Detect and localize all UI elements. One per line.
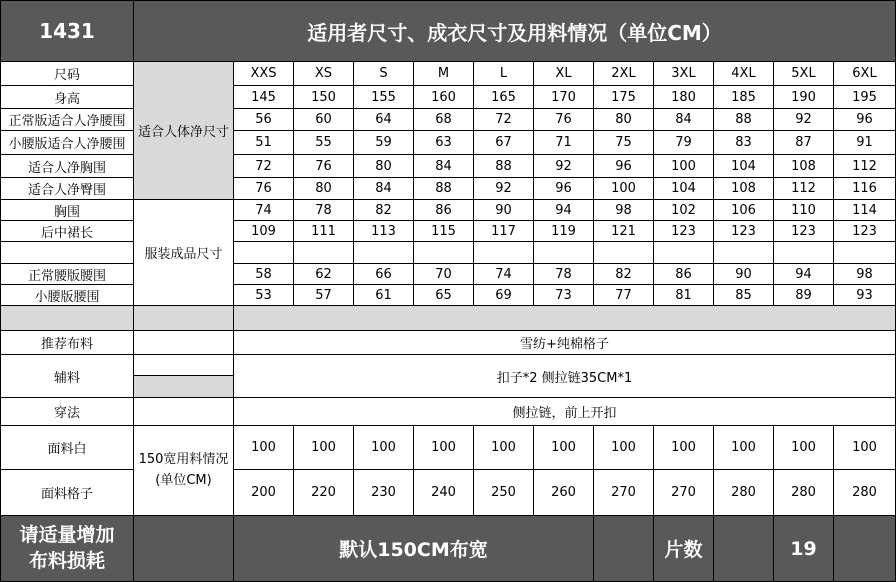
body-value-cell: 88 (474, 155, 534, 178)
body-value-cell: 112 (834, 155, 896, 178)
garment-value-cell (474, 242, 534, 264)
body-value-cell: 68 (414, 109, 474, 131)
garment-value-cell: 85 (714, 285, 774, 306)
body-value-cell: 51 (234, 131, 294, 155)
body-value-cell: 80 (594, 109, 654, 131)
garment-value-cell: 123 (714, 221, 774, 242)
usage-value-cell: 200 (234, 470, 294, 516)
garment-value-cell: 123 (654, 221, 714, 242)
body-value-cell: 88 (714, 109, 774, 131)
garment-value-cell: 111 (294, 221, 354, 242)
garment-value-cell (354, 242, 414, 264)
body-value-cell: 175 (594, 86, 654, 109)
size-header-cell: 2XL (594, 62, 654, 86)
garment-value-cell: 113 (354, 221, 414, 242)
pieces-label: 片数 (654, 516, 714, 582)
body-value-cell: 91 (834, 131, 896, 155)
body-row-label: 适合人净臀围 (0, 178, 134, 200)
garment-value-cell: 109 (234, 221, 294, 242)
accessory-sub-cell (134, 355, 234, 376)
body-value-cell: 79 (654, 131, 714, 155)
usage-value-cell: 270 (594, 470, 654, 516)
garment-value-cell: 62 (294, 264, 354, 285)
size-header-cell: XXS (234, 62, 294, 86)
size-header-cell: 6XL (834, 62, 896, 86)
usage-value-cell: 280 (714, 470, 774, 516)
body-value-cell: 55 (294, 131, 354, 155)
garment-value-cell: 74 (474, 264, 534, 285)
garment-value-cell: 89 (774, 285, 834, 306)
garment-value-cell: 106 (714, 200, 774, 221)
garment-value-cell: 114 (834, 200, 896, 221)
garment-value-cell: 119 (534, 221, 594, 242)
body-value-cell: 92 (774, 109, 834, 131)
garment-value-cell: 78 (534, 264, 594, 285)
garment-value-cell: 123 (774, 221, 834, 242)
wearing-label: 穿法 (0, 398, 134, 426)
size-header-cell: XL (534, 62, 594, 86)
spacer-cell (234, 306, 896, 331)
body-value-cell: 185 (714, 86, 774, 109)
garment-row-label: 胸围 (0, 200, 134, 221)
fabric-width-note: 默认150CM布宽 (234, 516, 594, 582)
garment-value-cell: 90 (474, 200, 534, 221)
garment-value-cell: 98 (594, 200, 654, 221)
style-number: 1431 (0, 0, 134, 62)
garment-value-cell: 94 (774, 264, 834, 285)
garment-value-cell: 115 (414, 221, 474, 242)
body-value-cell: 84 (654, 109, 714, 131)
footer-spacer (134, 516, 234, 582)
usage-value-cell: 100 (534, 426, 594, 470)
body-value-cell: 84 (414, 155, 474, 178)
garment-value-cell (594, 242, 654, 264)
garment-value-cell: 82 (594, 264, 654, 285)
body-row-label: 适合人净胸围 (0, 155, 134, 178)
usage-value-cell: 100 (774, 426, 834, 470)
size-header-cell: 3XL (654, 62, 714, 86)
body-value-cell: 63 (414, 131, 474, 155)
usage-value-cell: 100 (474, 426, 534, 470)
garment-value-cell: 93 (834, 285, 896, 306)
body-value-cell: 59 (354, 131, 414, 155)
body-value-cell: 92 (534, 155, 594, 178)
usage-value-cell: 100 (234, 426, 294, 470)
usage-group-label: 150宽用料情况(单位CM) (134, 426, 234, 516)
wearing-sub-cell (134, 398, 234, 426)
sheet-title: 适用者尺寸、成衣尺寸及用料情况（单位CM） (134, 0, 896, 62)
body-value-cell: 195 (834, 86, 896, 109)
garment-value-cell: 94 (534, 200, 594, 221)
body-value-cell: 96 (534, 178, 594, 200)
usage-value-cell: 100 (414, 426, 474, 470)
garment-row-label: 正常腰版腰围 (0, 264, 134, 285)
garment-value-cell: 73 (534, 285, 594, 306)
body-value-cell: 80 (354, 155, 414, 178)
usage-value-cell: 250 (474, 470, 534, 516)
usage-value-cell: 100 (714, 426, 774, 470)
body-value-cell: 116 (834, 178, 896, 200)
body-value-cell: 92 (474, 178, 534, 200)
usage-value-cell: 280 (834, 470, 896, 516)
garment-value-cell (834, 242, 896, 264)
body-value-cell: 84 (354, 178, 414, 200)
body-row-label: 小腰版适合人净腰围 (0, 131, 134, 155)
body-value-cell: 60 (294, 109, 354, 131)
garment-row-label: 小腰版腰围 (0, 285, 134, 306)
accessory-label: 辅料 (0, 355, 134, 398)
garment-value-cell: 65 (414, 285, 474, 306)
garment-value-cell: 61 (354, 285, 414, 306)
body-value-cell: 145 (234, 86, 294, 109)
body-value-cell: 150 (294, 86, 354, 109)
body-value-cell: 170 (534, 86, 594, 109)
body-value-cell: 71 (534, 131, 594, 155)
body-value-cell: 155 (354, 86, 414, 109)
body-value-cell: 100 (654, 155, 714, 178)
body-value-cell: 67 (474, 131, 534, 155)
pieces-value: 19 (774, 516, 834, 582)
garment-value-cell: 110 (774, 200, 834, 221)
accessory-value: 扣子*2 侧拉链35CM*1 (234, 355, 896, 398)
body-value-cell: 76 (534, 109, 594, 131)
size-header-cell: L (474, 62, 534, 86)
garment-value-cell: 57 (294, 285, 354, 306)
body-value-cell: 104 (714, 155, 774, 178)
body-value-cell: 76 (294, 155, 354, 178)
garment-value-cell: 69 (474, 285, 534, 306)
body-value-cell: 108 (774, 155, 834, 178)
garment-value-cell: 53 (234, 285, 294, 306)
usage-row-label: 面料白 (0, 426, 134, 470)
body-value-cell: 72 (234, 155, 294, 178)
usage-row-label: 面料格子 (0, 470, 134, 516)
wearing-value: 侧拉链，前上开扣 (234, 398, 896, 426)
accessory-sub-cell (134, 376, 234, 398)
usage-value-cell: 100 (834, 426, 896, 470)
body-value-cell: 112 (774, 178, 834, 200)
garment-value-cell: 86 (414, 200, 474, 221)
footer-spacer (714, 516, 774, 582)
body-value-cell: 180 (654, 86, 714, 109)
body-value-cell: 88 (414, 178, 474, 200)
usage-value-cell: 100 (654, 426, 714, 470)
body-value-cell: 87 (774, 131, 834, 155)
size-header-cell: 4XL (714, 62, 774, 86)
size-header-cell: M (414, 62, 474, 86)
garment-value-cell: 74 (234, 200, 294, 221)
usage-value-cell: 220 (294, 470, 354, 516)
garment-value-cell: 66 (354, 264, 414, 285)
body-value-cell: 56 (234, 109, 294, 131)
usage-value-cell: 100 (594, 426, 654, 470)
footer-spacer (834, 516, 896, 582)
body-value-cell: 108 (714, 178, 774, 200)
body-row-label: 身高 (0, 86, 134, 109)
body-group-label: 适合人体净尺寸 (134, 62, 234, 200)
footer-spacer (594, 516, 654, 582)
garment-value-cell (294, 242, 354, 264)
garment-value-cell: 117 (474, 221, 534, 242)
usage-value-cell: 240 (414, 470, 474, 516)
fabric-value: 雪纺+纯棉格子 (234, 331, 896, 355)
usage-value-cell: 100 (294, 426, 354, 470)
size-header-cell: XS (294, 62, 354, 86)
body-value-cell: 100 (594, 178, 654, 200)
body-row-label: 正常版适合人净腰围 (0, 109, 134, 131)
garment-value-cell (414, 242, 474, 264)
garment-value-cell: 121 (594, 221, 654, 242)
body-value-cell: 165 (474, 86, 534, 109)
body-value-cell: 96 (594, 155, 654, 178)
usage-value-cell: 270 (654, 470, 714, 516)
garment-value-cell: 102 (654, 200, 714, 221)
garment-value-cell (774, 242, 834, 264)
usage-value-cell: 280 (774, 470, 834, 516)
fabric-label: 推荐布料 (0, 331, 134, 355)
garment-row-label (0, 242, 134, 264)
size-header-cell: S (354, 62, 414, 86)
garment-value-cell: 90 (714, 264, 774, 285)
garment-value-cell: 82 (354, 200, 414, 221)
garment-value-cell: 77 (594, 285, 654, 306)
garment-value-cell (534, 242, 594, 264)
spacer-cell (134, 306, 234, 331)
usage-value-cell: 260 (534, 470, 594, 516)
body-value-cell: 160 (414, 86, 474, 109)
fabric-sub-cell (134, 331, 234, 355)
garment-value-cell: 81 (654, 285, 714, 306)
garment-value-cell: 70 (414, 264, 474, 285)
garment-value-cell: 58 (234, 264, 294, 285)
spacer-cell (0, 306, 134, 331)
garment-group-label: 服装成品尺寸 (134, 200, 234, 306)
body-value-cell: 76 (234, 178, 294, 200)
garment-row-label: 后中裙长 (0, 221, 134, 242)
size-label: 尺码 (0, 62, 134, 86)
body-value-cell: 72 (474, 109, 534, 131)
garment-value-cell: 123 (834, 221, 896, 242)
body-value-cell: 104 (654, 178, 714, 200)
body-value-cell: 80 (294, 178, 354, 200)
garment-value-cell (714, 242, 774, 264)
body-value-cell: 83 (714, 131, 774, 155)
body-value-cell: 190 (774, 86, 834, 109)
garment-value-cell: 98 (834, 264, 896, 285)
garment-value-cell: 86 (654, 264, 714, 285)
usage-value-cell: 230 (354, 470, 414, 516)
garment-value-cell: 78 (294, 200, 354, 221)
loss-note: 请适量增加布料损耗 (0, 516, 134, 582)
garment-value-cell (234, 242, 294, 264)
size-header-cell: 5XL (774, 62, 834, 86)
usage-value-cell: 100 (354, 426, 414, 470)
garment-value-cell (654, 242, 714, 264)
body-value-cell: 75 (594, 131, 654, 155)
body-value-cell: 96 (834, 109, 896, 131)
body-value-cell: 64 (354, 109, 414, 131)
